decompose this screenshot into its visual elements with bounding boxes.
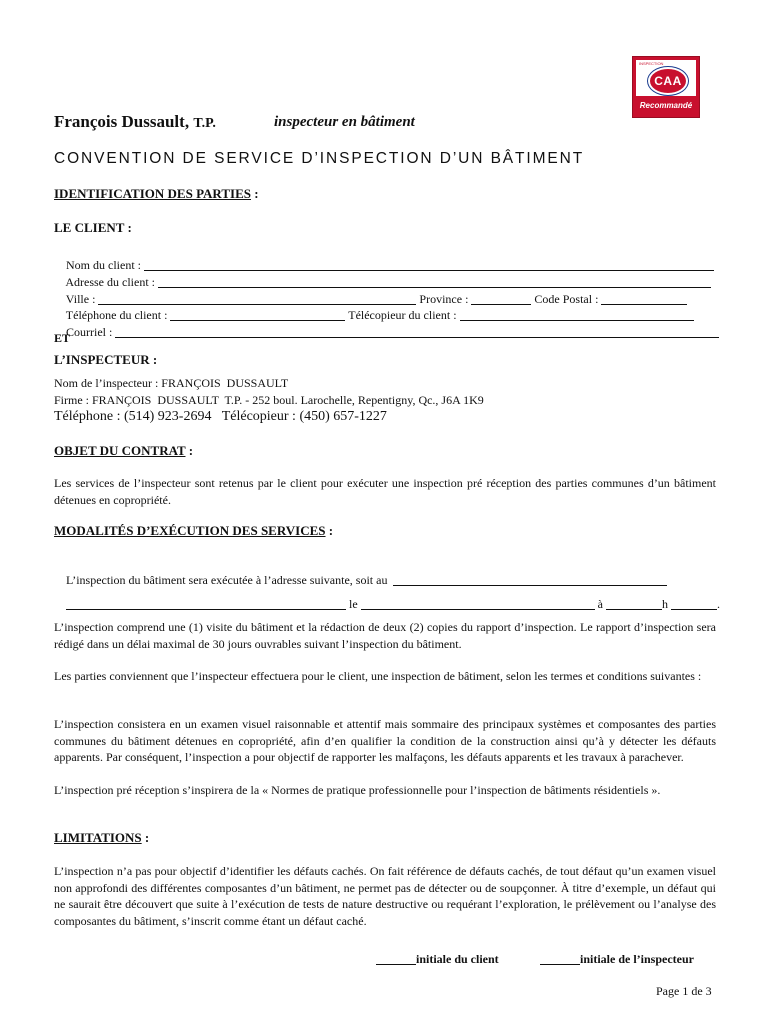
- client-heading: LE CLIENT :: [54, 220, 132, 235]
- client-initial-field[interactable]: [376, 952, 416, 965]
- modalites-paragraph-1: L’inspection comprend une (1) visite du bâtiment et la rédaction de deux (2) copies du rapport d’inspection. Le rapport d’inspection sera rédigé dans un délai maximal de 30 jours ouvrables suivant l’inspection du bâtiment.: [54, 620, 716, 651]
- limitations-heading: LIMITATIONS :: [54, 830, 150, 845]
- client-email-field[interactable]: [115, 325, 719, 338]
- inspector-firm-line: Firme : FRANÇOIS DUSSAULT T.P. - 252 boul. Larochelle, Repentigny, Qc., J6A 1K9: [54, 393, 484, 407]
- modalites-heading: MODALITÉS D’EXÉCUTION DES SERVICES :: [54, 523, 334, 538]
- client-phone-line: Téléphone du client : Télécopieur du client :: [54, 293, 694, 338]
- page-number: Page 1 de 3: [656, 984, 712, 998]
- objet-paragraph: Les services de l’inspecteur sont retenus par le client pour exécuter une inspection pré réception des parties communes d’un bâtiment détenues en copropriété.: [54, 476, 716, 507]
- inspector-header-name: [54, 112, 216, 132]
- modalites-paragraph-3: L’inspection consistera en un examen visuel raisonnable et attentif mais sommaire des principaux systèmes et composantes des parties communes du bâtiment détenues en copropriété, afin d’en qualifier la condition de la construction ainsi qu’à y détecter les défauts apparents. Par conséquent, l’inspection a pour objectif de rapporter les malfaçons, les défauts apparents et les travaux à parachever.: [54, 717, 716, 764]
- inspector-initial: initiale de l’inspecteur: [540, 952, 694, 967]
- caa-recommended-logo: [632, 56, 700, 118]
- header-name-text: François Dussault,: [54, 112, 190, 131]
- client-email-line: Courriel :: [54, 310, 719, 355]
- header-role: inspecteur en bâtiment: [274, 114, 415, 130]
- inspector-initial-field[interactable]: [540, 952, 580, 965]
- modalites-paragraph-2: Les parties conviennent que l’inspecteur effectuera pour le client, une inspection de bâtiment, selon les termes et conditions suivantes :: [54, 669, 702, 683]
- inspector-phone-line: Téléphone : (514) 923-2694 Télécopieur : (450) 657-1227: [54, 409, 387, 424]
- caa-oval-icon: CAA: [648, 67, 688, 95]
- client-name-line: Nom du client :: [54, 243, 714, 288]
- inspection-date-line: le à h .: [54, 582, 720, 627]
- et-label: ET: [54, 331, 71, 345]
- inspector-heading: L’INSPECTEUR :: [54, 352, 158, 367]
- header-suffix: T.P.: [193, 116, 216, 131]
- inspection-date-field[interactable]: [361, 597, 595, 610]
- inspector-name-line: Nom de l’inspecteur : FRANÇOIS DUSSAULT: [54, 376, 289, 390]
- logo-small-text: INSPECTION: [639, 61, 664, 66]
- client-address-line: Adresse du client :: [54, 260, 711, 305]
- modalites-paragraph-4: L’inspection pré réception s’inspirera de la « Normes de pratique professionnelle pour l’inspection de bâtiments résidentiels ».: [54, 783, 661, 797]
- objet-heading: OBJET DU CONTRAT :: [54, 443, 194, 458]
- document-title: CONVENTION DE SERVICE D’INSPECTION D’UN BÂTIMENT: [54, 150, 585, 167]
- client-city-line: Ville : Province : Code Postal :: [54, 277, 687, 322]
- inspection-hour-field[interactable]: [606, 597, 662, 610]
- inspection-address-field-2[interactable]: [66, 597, 346, 610]
- logo-recommended-label: Recommandé: [639, 101, 693, 110]
- client-initial: initiale du client: [376, 952, 499, 967]
- limitations-paragraph: L’inspection n’a pas pour objectif d’identifier les défauts cachés. On fait référence de défauts cachés, de tout défaut qu’un examen visuel non approfondi des différentes composantes d’un bâtiment, ne permet pas de détecter ou de soupçonner. À titre d’exemple, un défaut qui ne saurait être découvert que suite à l’exécution de tests de nature destructive ou requérant l’exploration, le prélèvement ou l’analyse des composantes du bâtiment, s’inscrit comme étant un défaut caché.: [54, 864, 716, 928]
- inspection-address-line: L’inspection du bâtiment sera exécutée à l’adresse suivante, soit au: [54, 558, 667, 603]
- inspection-minute-field[interactable]: [671, 597, 717, 610]
- identification-heading: IDENTIFICATION DES PARTIES :: [54, 186, 259, 201]
